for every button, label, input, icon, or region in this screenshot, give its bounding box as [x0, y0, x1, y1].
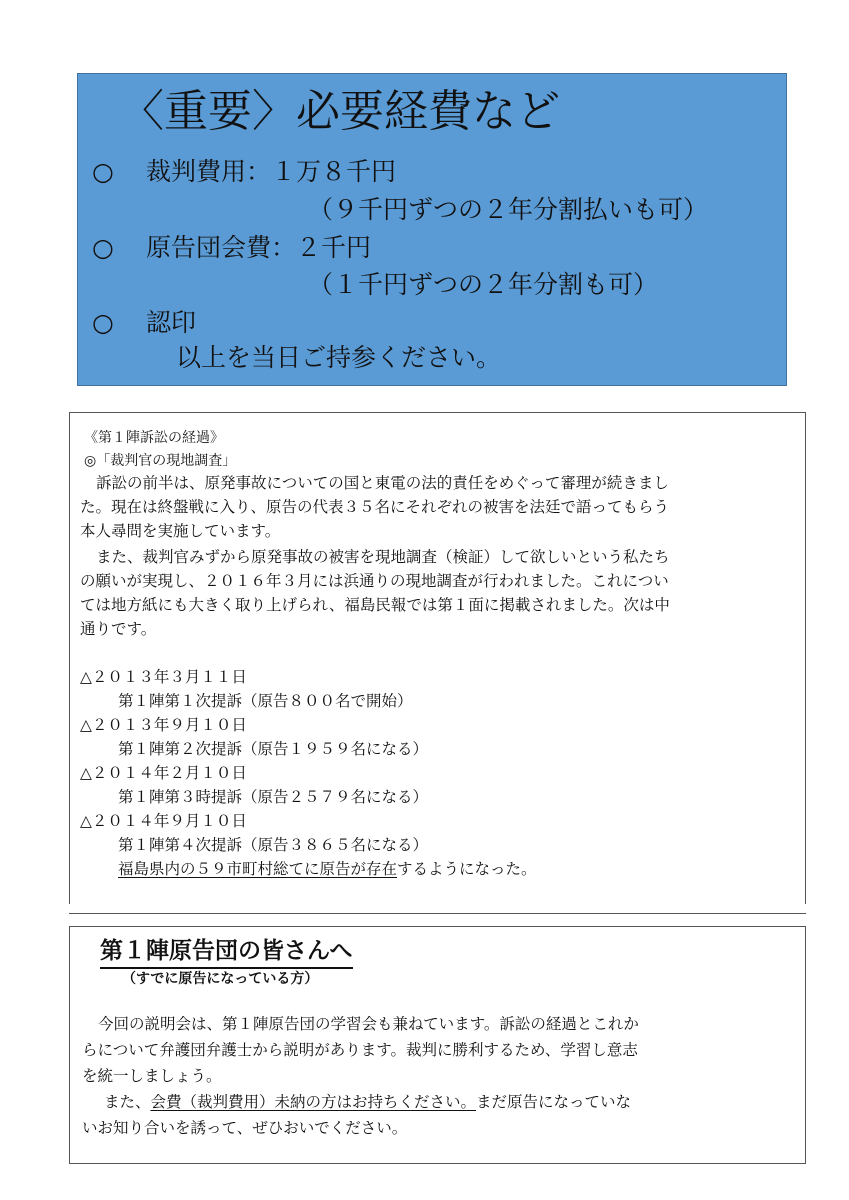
notice-item-label: 原告団会費：２千円	[146, 233, 372, 262]
progress-para-line: 本人尋問を実施しています。	[80, 522, 281, 540]
timeline-date: △２０１４年２月１０日	[80, 764, 247, 782]
bullet-circle-icon: ○	[92, 308, 114, 337]
timeline-date: △２０１３年３月１１日	[80, 668, 247, 686]
notice-item-seal	[92, 309, 196, 337]
timeline-event: 第１陣第２次提訴（原告１９５９名になる）	[118, 740, 429, 758]
notice-item-label: 認印	[146, 308, 197, 337]
progress-para-line: また、裁判官みずから原発事故の被害を現地調査（検証）して欲しいという私たち	[96, 548, 670, 566]
bullet-circle-icon: ○	[92, 233, 114, 262]
plaintiffs-para-line: を統一しましょう。	[82, 1067, 222, 1085]
progress-para-line: の願いが実現し、２０１６年３月には浜通りの現地調査が行われました。これについ	[80, 572, 669, 590]
progress-subheading: ◎「裁判官の現地調査」	[84, 453, 237, 469]
notice-item-note: （９千円ずつの２年分割払いも可）	[308, 195, 709, 224]
plaintiffs-para-line: 今回の説明会は、第１陣原告団の学習会も兼ねています。訴訟の経過とこれか	[98, 1015, 639, 1033]
plaintiffs-para-line: いお知り合いを誘って、ぜひおいでください。	[82, 1119, 408, 1137]
important-notice-box	[77, 73, 787, 386]
underlined-text: 会費（裁判費用）未納の方はお持ちください。	[150, 1093, 477, 1111]
underlined-text: 福島県内の５９市町村総てに原告が存在	[118, 860, 398, 878]
progress-para-line: 通りです。	[80, 620, 157, 638]
plaintiffs-title: 第１陣原告団の皆さんへ	[100, 932, 353, 969]
plaintiffs-subtitle: （すでに原告になっている方）	[122, 971, 319, 987]
notice-title: 〈重要〉必要経費など	[120, 86, 560, 137]
plaintiffs-para-line	[104, 1093, 631, 1112]
bullet-circle-icon: ○	[92, 157, 114, 186]
notice-item-membership-fee	[92, 234, 371, 262]
progress-para-line: た。現在は終盤戦に入り、原告の代表３５名にそれぞれの被害を法廷で語ってもらう	[80, 498, 670, 516]
plaintiffs-para-line: らについて弁護団弁護士から説明があります。裁判に勝利するため、学習し意志	[82, 1041, 638, 1059]
timeline-event: 第１陣第４次提訴（原告３８６５名になる）	[118, 836, 429, 854]
plain-text: また、	[104, 1093, 151, 1111]
divider	[805, 890, 806, 904]
notice-item-court-fee	[92, 158, 396, 186]
notice-closing: 以上を当日ご持参ください。	[176, 343, 502, 372]
progress-para-line: 訴訟の前半は、原発事故についての国と東電の法的責任をめぐって審理が続きまし	[96, 474, 669, 492]
timeline-date: △２０１３年９月１０日	[80, 716, 247, 734]
progress-para-line: ては地方紙にも大きく取り上げられ、福島民報では第１面に掲載されました。次は中	[80, 596, 670, 614]
timeline-event: 第１陣第１次提訴（原告８００名で開始）	[118, 692, 413, 710]
divider	[69, 913, 806, 914]
timeline-event: 第１陣第３時提訴（原告２５７９名になる）	[118, 788, 429, 806]
plain-text: するようになった。	[397, 860, 537, 878]
timeline-final-note	[118, 860, 537, 879]
progress-heading: 《第１陣訴訟の経過》	[84, 430, 224, 446]
notice-item-note: （１千円ずつの２年分割も可）	[308, 270, 659, 299]
plain-text: まだ原告になっていな	[476, 1093, 632, 1111]
notice-item-label: 裁判費用：１万８千円	[146, 157, 397, 186]
divider	[69, 890, 70, 904]
timeline-date: △２０１４年９月１０日	[80, 812, 247, 830]
